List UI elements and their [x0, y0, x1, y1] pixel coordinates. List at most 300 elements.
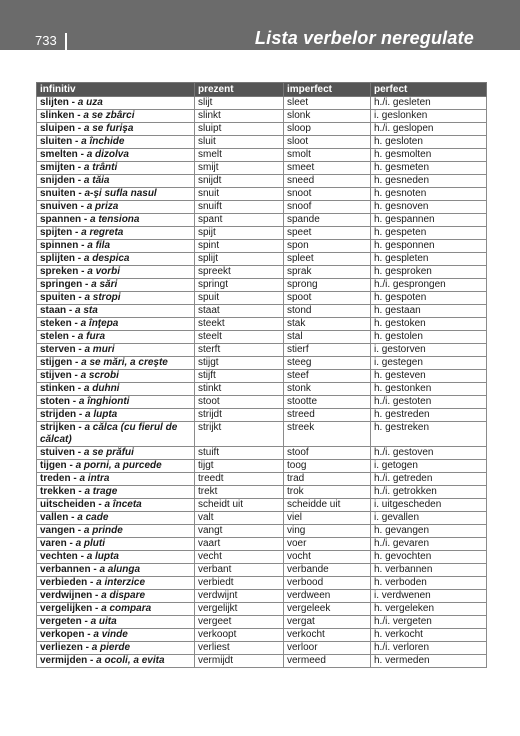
table-header — [37, 83, 487, 97]
dutch-infinitive: stinken — [40, 383, 76, 394]
infinitive-cell — [37, 227, 195, 240]
perfect-cell: h. gevochten — [371, 551, 487, 564]
table-row — [37, 357, 487, 370]
present-cell: verdwijnt — [195, 590, 284, 603]
separator: - — [72, 227, 82, 238]
infinitive-cell — [37, 149, 195, 162]
dutch-infinitive: verbieden — [40, 577, 88, 588]
imperfect-cell: steeg — [284, 357, 371, 370]
page-number-divider — [65, 33, 67, 51]
table-row — [37, 201, 487, 214]
dutch-infinitive: verbannen — [40, 564, 91, 575]
perfect-cell: h./i. gestoten — [371, 396, 487, 409]
present-cell: stinkt — [195, 383, 284, 396]
dutch-infinitive: trekken — [40, 486, 76, 497]
table-row — [37, 97, 487, 110]
infinitive-cell — [37, 357, 195, 370]
dutch-infinitive: vergelijken — [40, 603, 93, 614]
separator: - — [92, 590, 102, 601]
dutch-infinitive: vermijden — [40, 655, 88, 666]
present-cell: stuift — [195, 447, 284, 460]
imperfect-cell: stoof — [284, 447, 371, 460]
romanian-translation: a fila — [87, 240, 111, 251]
table-row — [37, 564, 487, 577]
present-cell: splijt — [195, 253, 284, 266]
infinitive-cell — [37, 512, 195, 525]
infinitive-cell — [37, 616, 195, 629]
table-row — [37, 473, 487, 486]
table-row — [37, 616, 487, 629]
imperfect-cell: stal — [284, 331, 371, 344]
perfect-cell: h. gespoten — [371, 292, 487, 305]
romanian-translation: a scrobi — [80, 370, 119, 381]
separator: - — [68, 512, 78, 523]
infinitive-cell — [37, 110, 195, 123]
perfect-cell: h. vermeden — [371, 655, 487, 668]
imperfect-cell: sprak — [284, 266, 371, 279]
infinitive-cell — [37, 460, 195, 473]
infinitive-cell — [37, 525, 195, 538]
imperfect-cell: steef — [284, 370, 371, 383]
imperfect-cell: viel — [284, 512, 371, 525]
romanian-translation: a lupta — [85, 409, 118, 420]
perfect-cell: h. gespleten — [371, 253, 487, 266]
romanian-translation: a despica — [83, 253, 130, 264]
irregular-verbs-table — [36, 82, 487, 668]
present-cell: strijkt — [195, 422, 284, 447]
page-number: 733 — [35, 33, 57, 48]
dutch-infinitive: spijten — [40, 227, 73, 238]
table-row — [37, 149, 487, 162]
separator: - — [76, 409, 86, 420]
perfect-cell: h./i. geslopen — [371, 123, 487, 136]
present-cell: sluit — [195, 136, 284, 149]
table-row — [37, 240, 487, 253]
present-cell: smijt — [195, 162, 284, 175]
imperfect-cell: slonk — [284, 110, 371, 123]
perfect-cell: h./i. getrokken — [371, 486, 487, 499]
table-row — [37, 499, 487, 512]
table-row — [37, 188, 487, 201]
infinitive-cell — [37, 629, 195, 642]
romanian-translation: a lupta — [86, 551, 119, 562]
table-row — [37, 577, 487, 590]
present-cell: vaart — [195, 538, 284, 551]
present-cell: stijgt — [195, 357, 284, 370]
present-cell: stoot — [195, 396, 284, 409]
romanian-translation: a trage — [84, 486, 118, 497]
table-row — [37, 590, 487, 603]
separator: - — [77, 149, 87, 160]
infinitive-cell — [37, 292, 195, 305]
table-row — [37, 279, 487, 292]
perfect-cell: i. verdwenen — [371, 590, 487, 603]
table-row — [37, 266, 487, 279]
present-cell: spreekt — [195, 266, 284, 279]
romanian-translation: a alunga — [99, 564, 141, 575]
table-row — [37, 409, 487, 422]
imperfect-cell: streed — [284, 409, 371, 422]
imperfect-cell: streek — [284, 422, 371, 447]
infinitive-cell — [37, 409, 195, 422]
romanian-translation: a porni, a purcede — [75, 460, 162, 471]
romanian-translation: a vorbi — [87, 266, 121, 277]
separator: - — [81, 616, 91, 627]
dutch-infinitive: snijden — [40, 175, 76, 186]
perfect-cell: h./i. vergeten — [371, 616, 487, 629]
infinitive-cell — [37, 253, 195, 266]
perfect-cell: h. gestoken — [371, 318, 487, 331]
romanian-translation: a înghionti — [78, 396, 130, 407]
romanian-translation: a înceta — [104, 499, 142, 510]
romanian-translation: a se prăfui — [83, 447, 134, 458]
present-cell: vergelijkt — [195, 603, 284, 616]
perfect-cell: i. getogen — [371, 460, 487, 473]
separator: - — [75, 188, 85, 199]
infinitive-cell — [37, 97, 195, 110]
table-row — [37, 292, 487, 305]
romanian-translation: a duhni — [83, 383, 120, 394]
dutch-infinitive: staan — [40, 305, 67, 316]
imperfect-cell: vermeed — [284, 655, 371, 668]
present-cell: slijt — [195, 97, 284, 110]
dutch-infinitive: stelen — [40, 331, 69, 342]
infinitive-cell — [37, 383, 195, 396]
separator: - — [82, 642, 92, 653]
separator: - — [95, 499, 105, 510]
column-header-imperfect: imperfect — [284, 83, 371, 97]
perfect-cell: h. gestreden — [371, 409, 487, 422]
present-cell: tijgt — [195, 460, 284, 473]
imperfect-cell: trok — [284, 486, 371, 499]
imperfect-cell: verloor — [284, 642, 371, 655]
separator: - — [75, 175, 84, 186]
romanian-translation: a se zbârci — [83, 110, 135, 121]
infinitive-cell — [37, 551, 195, 564]
perfect-cell: h. gesproken — [371, 266, 487, 279]
table-row — [37, 486, 487, 499]
infinitive-cell — [37, 201, 195, 214]
table-row — [37, 383, 487, 396]
dutch-infinitive: uitscheiden — [40, 499, 96, 510]
imperfect-cell: sprong — [284, 279, 371, 292]
perfect-cell: h. gesnoven — [371, 201, 487, 214]
romanian-translation: a stropi — [84, 292, 121, 303]
page-header — [0, 0, 520, 50]
separator: - — [75, 344, 85, 355]
separator: - — [75, 292, 85, 303]
infinitive-cell — [37, 266, 195, 279]
infinitive-cell — [37, 447, 195, 460]
dutch-infinitive: tijgen — [40, 460, 67, 471]
romanian-translation: a vinde — [93, 629, 128, 640]
page-title: Lista verbelor neregulate — [254, 28, 474, 48]
present-cell: vergeet — [195, 616, 284, 629]
present-cell: springt — [195, 279, 284, 292]
separator: - — [75, 422, 85, 433]
present-cell: slinkt — [195, 110, 284, 123]
infinitive-cell — [37, 499, 195, 512]
imperfect-cell: stond — [284, 305, 371, 318]
present-cell: verkoopt — [195, 629, 284, 642]
infinitive-cell — [37, 214, 195, 227]
table-row — [37, 305, 487, 318]
separator: - — [66, 538, 76, 549]
imperfect-cell: spon — [284, 240, 371, 253]
column-header-perfect: perfect — [371, 83, 487, 97]
table-row — [37, 370, 487, 383]
perfect-cell: h. verkocht — [371, 629, 487, 642]
separator: - — [71, 318, 81, 329]
romanian-translation: a muri — [84, 344, 115, 355]
separator: - — [75, 525, 84, 536]
table-row — [37, 512, 487, 525]
romanian-translation: a tăia — [83, 175, 110, 186]
romanian-translation: a uza — [77, 97, 103, 108]
imperfect-cell: sneed — [284, 175, 371, 188]
imperfect-cell: verbood — [284, 577, 371, 590]
separator: - — [71, 370, 81, 381]
dutch-infinitive: splijten — [40, 253, 76, 264]
infinitive-cell — [37, 603, 195, 616]
perfect-cell: i. geslonken — [371, 110, 487, 123]
imperfect-cell: sloot — [284, 136, 371, 149]
imperfect-cell: smolt — [284, 149, 371, 162]
dutch-infinitive: spannen — [40, 214, 82, 225]
perfect-cell: h./i. gesleten — [371, 97, 487, 110]
present-cell: snijdt — [195, 175, 284, 188]
infinitive-cell — [37, 486, 195, 499]
perfect-cell: h. gestaan — [371, 305, 487, 318]
column-header-infinitiv: infinitiv — [37, 83, 195, 97]
separator: - — [68, 331, 78, 342]
dutch-infinitive: sluipen — [40, 123, 76, 134]
separator: - — [77, 551, 87, 562]
perfect-cell: h. gesnoten — [371, 188, 487, 201]
separator: - — [77, 201, 87, 212]
infinitive-cell — [37, 577, 195, 590]
romanian-translation: a priza — [86, 201, 119, 212]
separator: - — [75, 162, 84, 173]
dutch-infinitive: vallen — [40, 512, 69, 523]
infinitive-cell — [37, 422, 195, 447]
romanian-translation: a ocoli, a evita — [96, 655, 165, 666]
present-cell: trekt — [195, 486, 284, 499]
separator: - — [75, 123, 84, 134]
perfect-cell: h./i. verloren — [371, 642, 487, 655]
present-cell: snuift — [195, 201, 284, 214]
dutch-infinitive: vangen — [40, 525, 76, 536]
dutch-infinitive: verkopen — [40, 629, 85, 640]
dutch-infinitive: steken — [40, 318, 72, 329]
imperfect-cell: snoot — [284, 188, 371, 201]
table-row — [37, 253, 487, 266]
romanian-translation: a sări — [91, 279, 118, 290]
infinitive-cell — [37, 370, 195, 383]
imperfect-cell: verdween — [284, 590, 371, 603]
perfect-cell: h. gestolen — [371, 331, 487, 344]
romanian-translation: a se mări, a creşte — [81, 357, 168, 368]
separator: - — [81, 214, 91, 225]
romanian-translation: a compara — [101, 603, 152, 614]
perfect-cell: i. gevallen — [371, 512, 487, 525]
dutch-infinitive: varen — [40, 538, 67, 549]
dutch-infinitive: snuiten — [40, 188, 76, 199]
separator: - — [84, 629, 94, 640]
infinitive-cell — [37, 642, 195, 655]
table-row — [37, 123, 487, 136]
present-cell: staat — [195, 305, 284, 318]
separator: - — [75, 486, 85, 497]
perfect-cell: h. gesteven — [371, 370, 487, 383]
romanian-translation: a fura — [77, 331, 106, 342]
dutch-infinitive: strijden — [40, 409, 77, 420]
present-cell: smelt — [195, 149, 284, 162]
romanian-translation: a intra — [79, 473, 110, 484]
imperfect-cell: stootte — [284, 396, 371, 409]
present-cell: spuit — [195, 292, 284, 305]
romanian-translation: a înţepa — [80, 318, 119, 329]
infinitive-cell — [37, 318, 195, 331]
perfect-cell: i. gestorven — [371, 344, 487, 357]
separator: - — [66, 305, 76, 316]
romanian-translation: a interzice — [96, 577, 146, 588]
imperfect-cell: verbande — [284, 564, 371, 577]
present-cell: stijft — [195, 370, 284, 383]
dutch-infinitive: vechten — [40, 551, 78, 562]
dutch-infinitive: spinnen — [40, 240, 79, 251]
dutch-infinitive: strijken — [40, 422, 76, 433]
romanian-translation: a trânti — [83, 162, 118, 173]
table-row — [37, 110, 487, 123]
separator: - — [74, 110, 84, 121]
table-row — [37, 538, 487, 551]
table-row — [37, 175, 487, 188]
dutch-infinitive: spuiten — [40, 292, 76, 303]
perfect-cell: h. vergeleken — [371, 603, 487, 616]
romanian-translation: a închide — [81, 136, 125, 147]
imperfect-cell: sloop — [284, 123, 371, 136]
imperfect-cell: scheidde uit — [284, 499, 371, 512]
table-row — [37, 331, 487, 344]
dutch-infinitive: slijten — [40, 97, 69, 108]
present-cell: valt — [195, 512, 284, 525]
present-cell: verbiedt — [195, 577, 284, 590]
imperfect-cell: smeet — [284, 162, 371, 175]
imperfect-cell: spleet — [284, 253, 371, 266]
perfect-cell: h. gesloten — [371, 136, 487, 149]
perfect-cell: h./i. getreden — [371, 473, 487, 486]
imperfect-cell: toog — [284, 460, 371, 473]
present-cell: verliest — [195, 642, 284, 655]
romanian-translation: a regreta — [81, 227, 124, 238]
present-cell: steelt — [195, 331, 284, 344]
separator: - — [70, 396, 79, 407]
imperfect-cell: stonk — [284, 383, 371, 396]
imperfect-cell: vergat — [284, 616, 371, 629]
table-row — [37, 214, 487, 227]
romanian-translation: a dispare — [101, 590, 146, 601]
dutch-infinitive: stijgen — [40, 357, 73, 368]
present-cell: vecht — [195, 551, 284, 564]
imperfect-cell: stak — [284, 318, 371, 331]
infinitive-cell — [37, 305, 195, 318]
perfect-cell: h. gespannen — [371, 214, 487, 227]
separator: - — [72, 136, 82, 147]
table-row — [37, 136, 487, 149]
table-row — [37, 422, 487, 447]
separator: - — [75, 383, 84, 394]
perfect-cell: h. gestonken — [371, 383, 487, 396]
separator: - — [72, 357, 82, 368]
perfect-cell: h. gesponnen — [371, 240, 487, 253]
dutch-infinitive: slinken — [40, 110, 75, 121]
present-cell: spijt — [195, 227, 284, 240]
dutch-infinitive: sluiten — [40, 136, 73, 147]
infinitive-cell — [37, 136, 195, 149]
table-row — [37, 603, 487, 616]
perfect-cell: h. gesmolten — [371, 149, 487, 162]
infinitive-cell — [37, 473, 195, 486]
perfect-cell: h./i. gestoven — [371, 447, 487, 460]
table-header-row — [37, 83, 487, 97]
perfect-cell: h. gesneden — [371, 175, 487, 188]
dutch-infinitive: stoten — [40, 396, 70, 407]
table-row — [37, 318, 487, 331]
separator: - — [68, 97, 78, 108]
present-cell: sterft — [195, 344, 284, 357]
romanian-translation: a cade — [77, 512, 109, 523]
imperfect-cell: voer — [284, 538, 371, 551]
separator: - — [75, 253, 84, 264]
table-row — [37, 525, 487, 538]
imperfect-cell: spoot — [284, 292, 371, 305]
table-row — [37, 460, 487, 473]
infinitive-cell — [37, 240, 195, 253]
imperfect-cell: trad — [284, 473, 371, 486]
dutch-infinitive: snuiven — [40, 201, 78, 212]
separator: - — [87, 577, 97, 588]
infinitive-cell — [37, 162, 195, 175]
perfect-cell: i. gestegen — [371, 357, 487, 370]
separator: - — [70, 473, 80, 484]
perfect-cell: h. verboden — [371, 577, 487, 590]
dutch-infinitive: springen — [40, 279, 83, 290]
table-row — [37, 227, 487, 240]
infinitive-cell — [37, 396, 195, 409]
infinitive-cell — [37, 331, 195, 344]
column-header-prezent: prezent — [195, 83, 284, 97]
dutch-infinitive: stijven — [40, 370, 72, 381]
imperfect-cell: snoof — [284, 201, 371, 214]
romanian-translation: a pluti — [75, 538, 106, 549]
infinitive-cell — [37, 590, 195, 603]
perfect-cell: h./i. gevaren — [371, 538, 487, 551]
perfect-cell: h./i. gesprongen — [371, 279, 487, 292]
perfect-cell: h. gesmeten — [371, 162, 487, 175]
present-cell: snuit — [195, 188, 284, 201]
separator: - — [92, 603, 102, 614]
separator: - — [90, 564, 100, 575]
table-row — [37, 655, 487, 668]
dutch-infinitive: treden — [40, 473, 71, 484]
table-body — [37, 97, 487, 668]
romanian-translation: a se furişa — [83, 123, 134, 134]
perfect-cell: h. gevangen — [371, 525, 487, 538]
imperfect-cell: sleet — [284, 97, 371, 110]
present-cell: treedt — [195, 473, 284, 486]
perfect-cell: h. gestreken — [371, 422, 487, 447]
